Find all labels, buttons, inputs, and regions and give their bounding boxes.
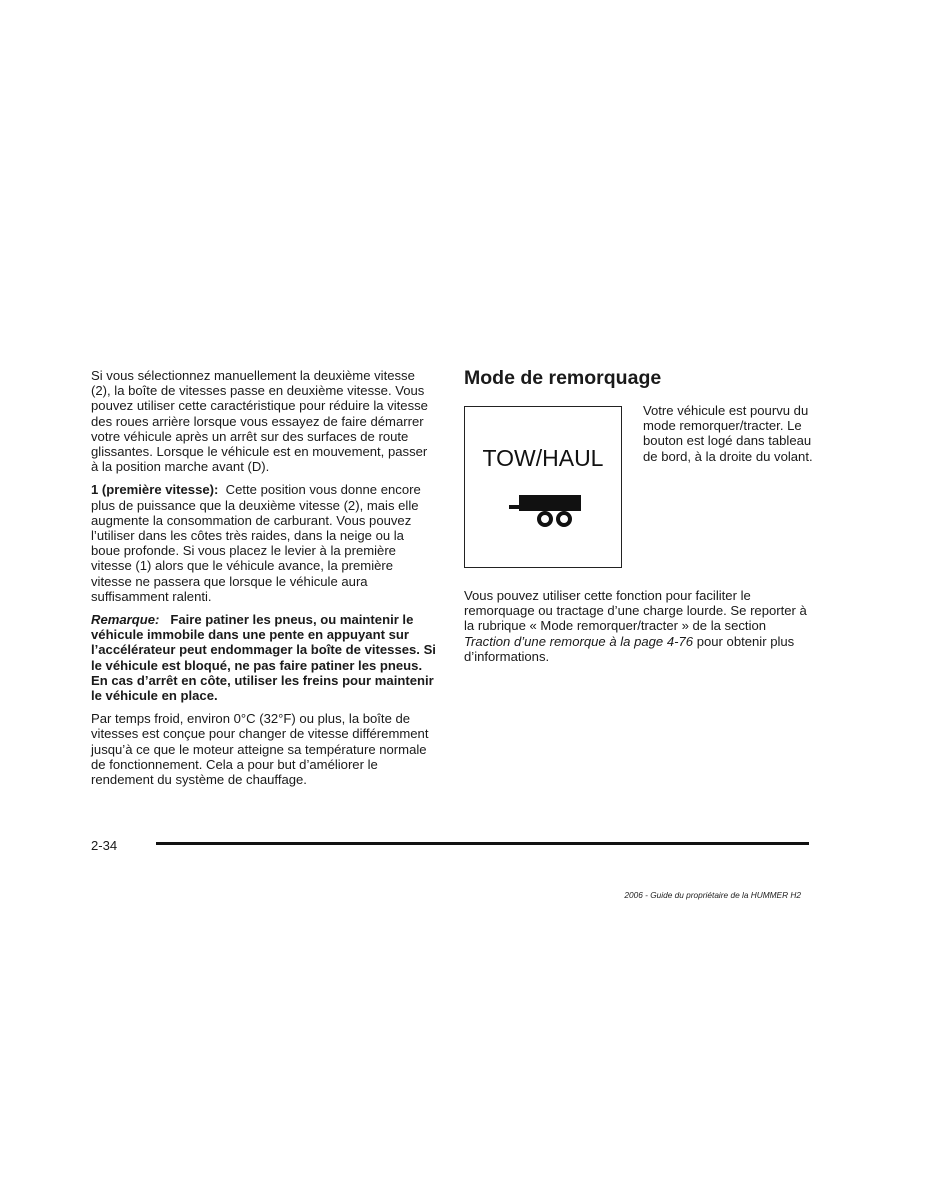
cross-reference-link[interactable]: Traction d’une remorque à la page 4-76 [464,633,694,649]
usage-text-1: Vous pouvez utiliser cette fonction pour faciliter le remorquage ou tractage d’une charge lourde. Se reporter à la rubrique « Mode remorquer/tracter » de la section [464,588,807,634]
page-number: 2-34 [91,838,118,853]
first-gear-label: 1 (première vitesse): [91,482,219,498]
paragraph-second-gear: Si vous sélectionnez manuellement la deuxième vitesse (2), la boîte de vitesses passe en deuxième vitesse. Vous pouvez utiliser cette caractéristique pour réduire la vitesse des roues arrière lorsque vous essayez de faire démarrer votre véhicule après un arrêt sur des surfaces de route glissantes. Lorsque le véhicule est en mouvement, passer à la position marche avant (D). [91,368,428,475]
paragraph-cold-weather: Par temps froid, environ 0°C (32°F) ou plus, la boîte de vitesses est conçue pour changer de vitesse différemment jusqu’à ce que le moteur atteigne sa température normale de fonctionnement. Cela a pour but d’améliorer le rendement du système de chauffage. [91,711,429,788]
tow-haul-button-illustration [464,406,622,568]
note-text: Faire patiner les pneus, ou maintenir le véhicule immobile dans une pente en appuyant sur l’accélérateur peut endommager la boîte de vitesses. Si le véhicule est bloqué, ne pas faire patiner les pneus. En cas d’arrêt en côte, utiliser les freins pour maintenir le véhicule en place. [91,612,436,704]
footer-rule [156,842,809,845]
tow-haul-label: TOW/HAUL [482,445,604,471]
footer-note: 2006 - Guide du propriétaire de la HUMMER H2 [624,890,801,900]
left-column [91,368,436,795]
tow-haul-description: Votre véhicule est pourvu du mode remorquer/tracter. Le bouton est logé dans tableau de bord, à la droite du volant. [643,403,813,464]
usage-text-2: pour obtenir plus d’informations. [464,633,795,664]
first-gear-text: Cette position vous donne encore plus de puissance que la deuxième vitesse (2), mais elle augmente la consommation de carburant. Vous pouvez l’utiliser dans les côtes très raides, dans la neige ou la boue profonde. Si vous placez le levier à la première vitesse (1) alors que le véhicule avance, la première vitesse ne passera que lorsque le véhicule aura suffisamment ralenti. [91,482,421,604]
tow-haul-usage [464,588,809,664]
trailer-icon [509,493,581,532]
paragraph-first-gear [91,482,436,604]
note-label: Remarque: [91,612,160,628]
right-column [464,366,813,664]
section-heading: Mode de remorquage [464,367,662,389]
paragraph-note [91,612,436,703]
